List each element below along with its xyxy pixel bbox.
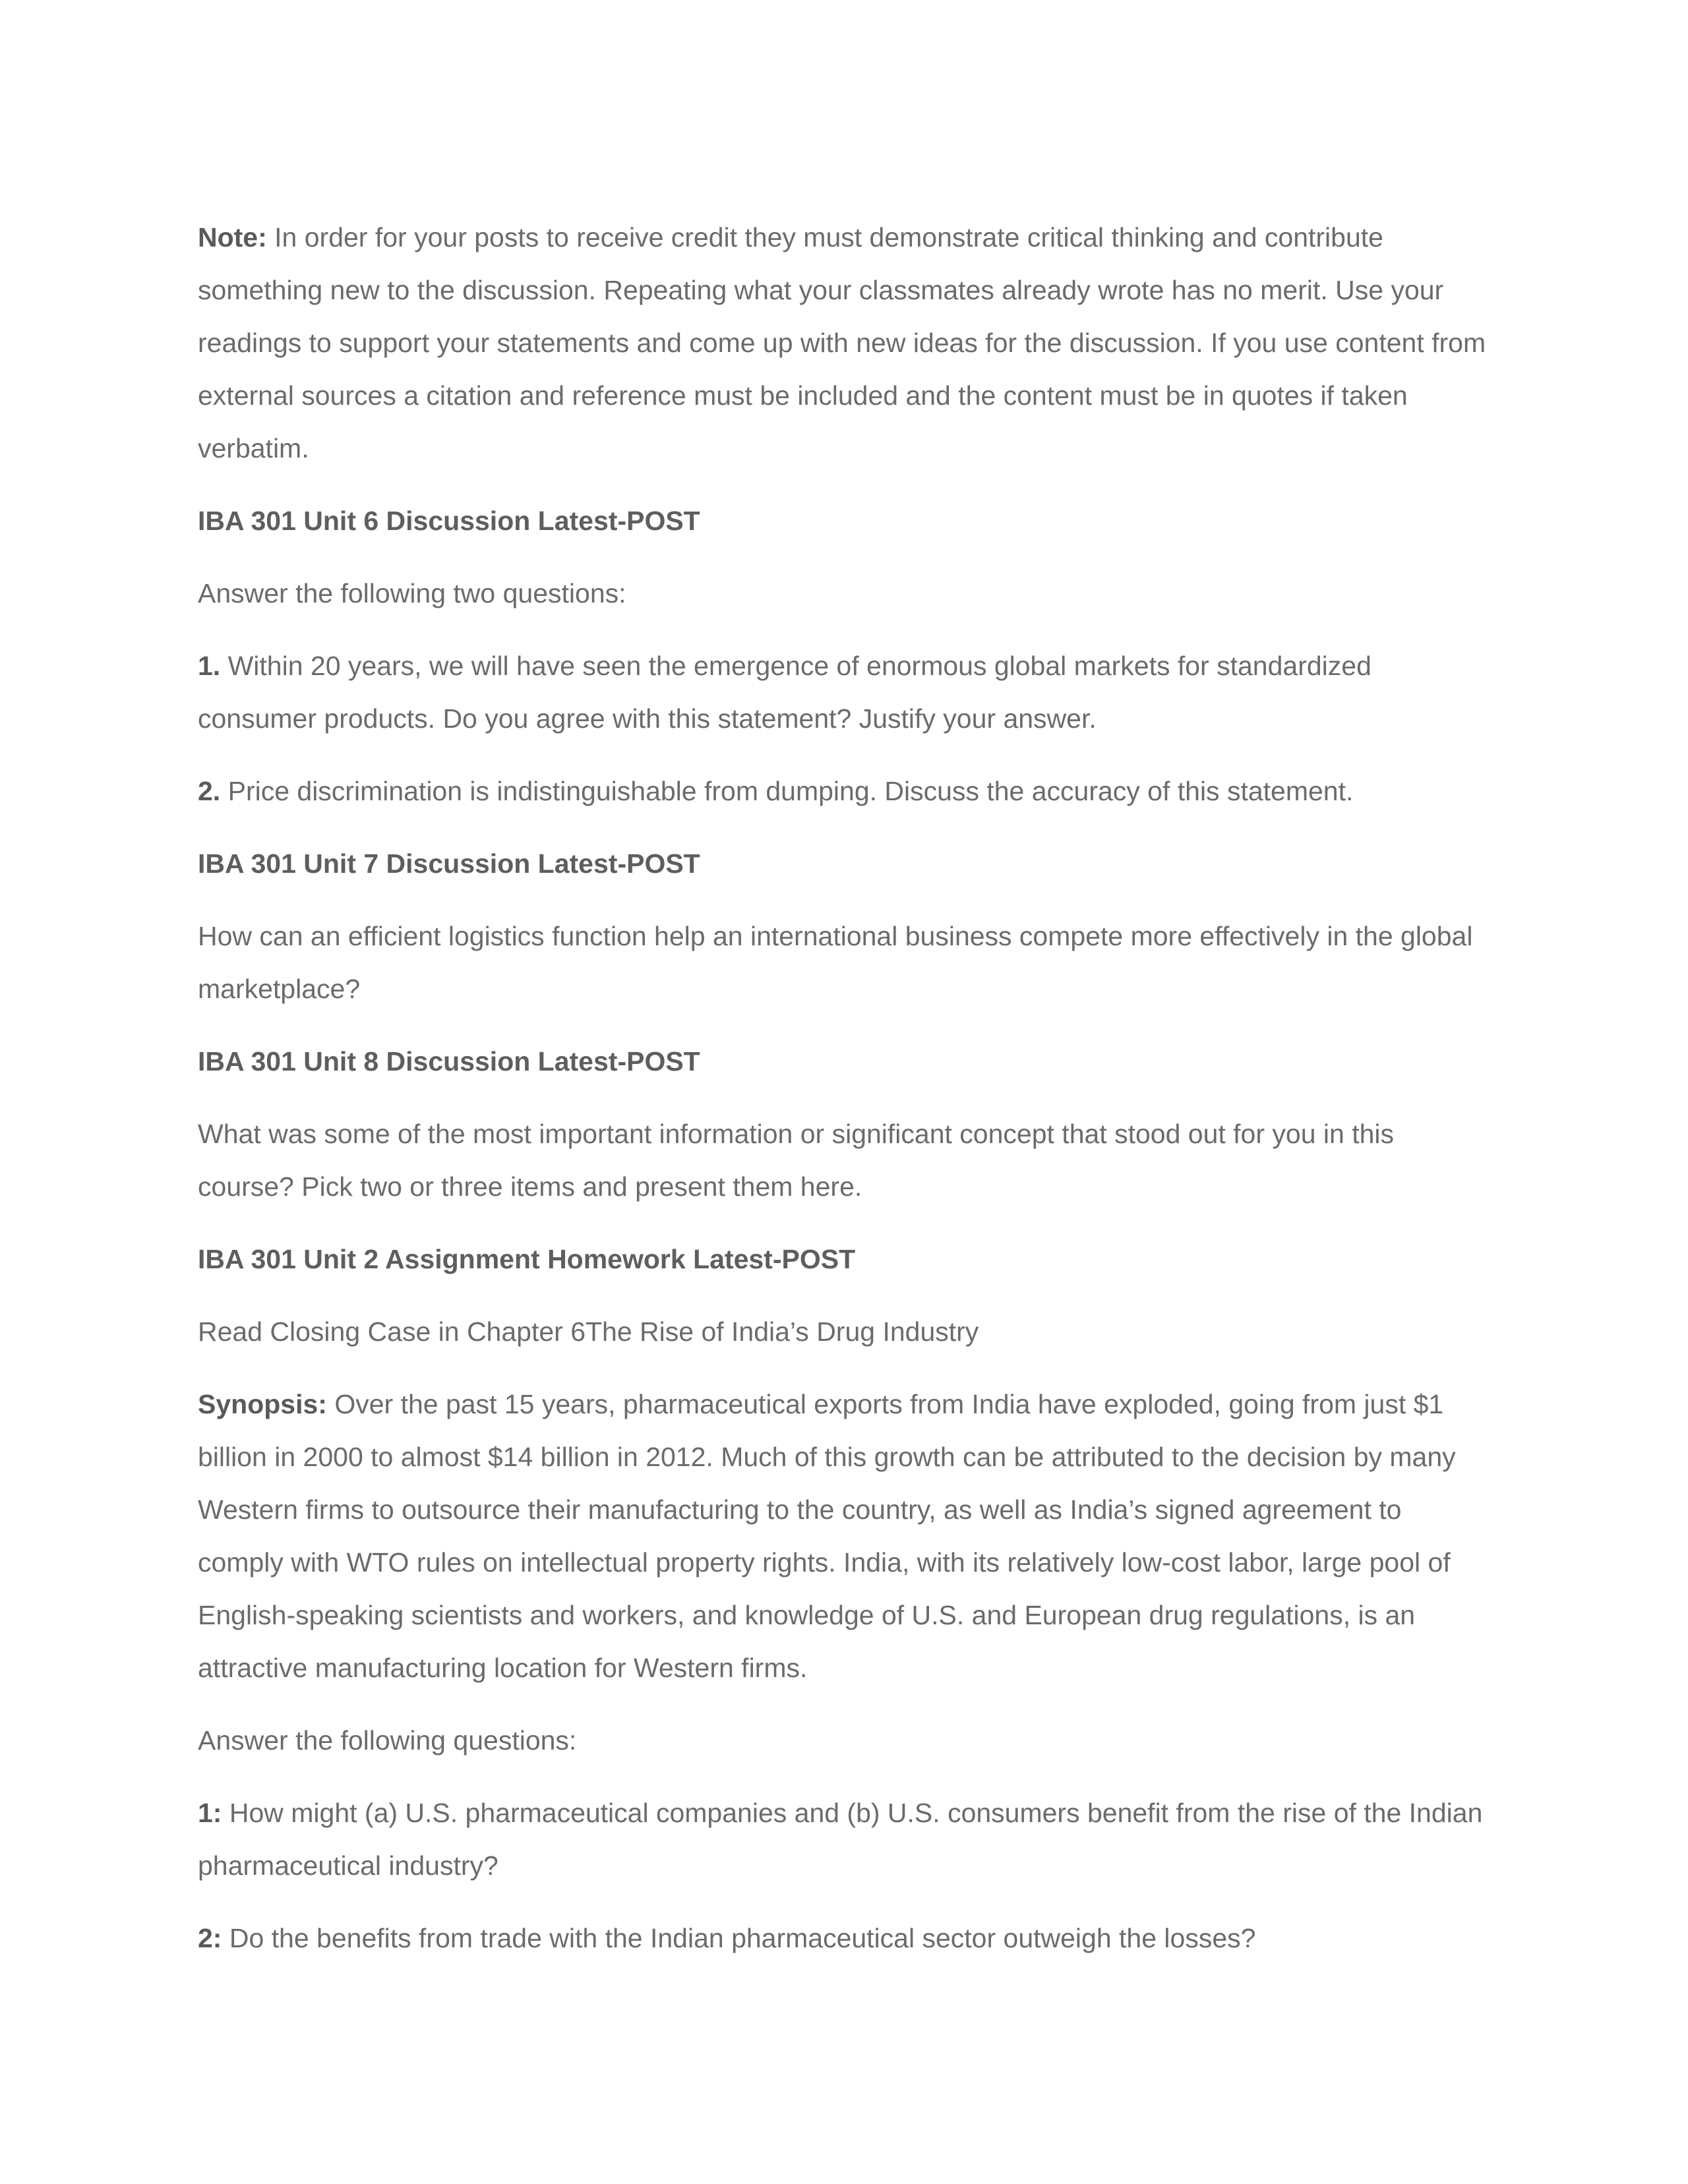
unit6-q1-text: Within 20 years, we will have seen the emergence of enormous global markets for standardized consumer products. Do you agree with this statement? Justify your answer. (198, 651, 1372, 734)
unit6-heading: IBA 301 Unit 6 Discussion Latest-POST (198, 506, 700, 536)
unit6-q1-number: 1. (198, 651, 221, 681)
unit6-question-1 (198, 639, 1490, 745)
unit7-heading: IBA 301 Unit 7 Discussion Latest-POST (198, 848, 700, 879)
unit2-q2-text: Do the benefits from trade with the Indian pharmaceutical sector outweigh the losses? (222, 1923, 1256, 1953)
unit8-heading: IBA 301 Unit 8 Discussion Latest-POST (198, 1046, 700, 1077)
unit2-heading: IBA 301 Unit 2 Assignment Homework Latest-POST (198, 1244, 856, 1274)
unit2-q1-text: How might (a) U.S. pharmaceutical companies and (b) U.S. consumers benefit from the rise of the Indian pharmaceutical industry? (198, 1798, 1483, 1881)
unit6-intro: Answer the following two questions: (198, 578, 626, 608)
unit2-question-2 (198, 1912, 1490, 1964)
synopsis-paragraph (198, 1378, 1490, 1694)
document-page (198, 211, 1490, 1964)
synopsis-label: Synopsis: (198, 1389, 327, 1419)
note-text: In order for your posts to receive credit they must demonstrate critical thinking and contribute something new to the discussion. Repeating what your classmates already wrote has no merit. Use your readings to support your statements and come up with new ideas for the discussion. If you use content from external sources a citation and reference must be included and the content must be in quotes if taken verbatim. (198, 222, 1486, 463)
unit2-q2-number: 2: (198, 1923, 222, 1953)
unit6-q2-number: 2. (198, 776, 221, 806)
note-paragraph (198, 211, 1490, 475)
unit2-q1-number: 1: (198, 1798, 222, 1828)
synopsis-text: Over the past 15 years, pharmaceutical exports from India have exploded, going from just $1 billion in 2000 to almost $14 billion in 2012. Much of this growth can be attributed to the decision by many Western firms to outsource their manufacturing to the country, as well as India’s signed agreement to comply with WTO rules on intellectual property rights. India, with its relatively low-cost labor, large pool of English-speaking scientists and workers, and knowledge of U.S. and European drug regulations, is an attractive manufacturing location for Western firms. (198, 1389, 1456, 1683)
unit2-intro: Answer the following questions: (198, 1725, 577, 1756)
note-label: Note: (198, 222, 267, 252)
unit6-q2-text: Price discrimination is indistinguishable from dumping. Discuss the accuracy of this statement. (220, 776, 1354, 806)
unit2-question-1 (198, 1786, 1490, 1892)
unit2-case: Read Closing Case in Chapter 6The Rise of India’s Drug Industry (198, 1316, 979, 1347)
unit6-question-2 (198, 765, 1490, 817)
unit7-text: How can an efficient logistics function help an international business compete more effectively in the global marketplace? (198, 921, 1473, 1004)
unit8-text: What was some of the most important information or significant concept that stood out for you in this course? Pick two or three items and present them here. (198, 1119, 1394, 1202)
